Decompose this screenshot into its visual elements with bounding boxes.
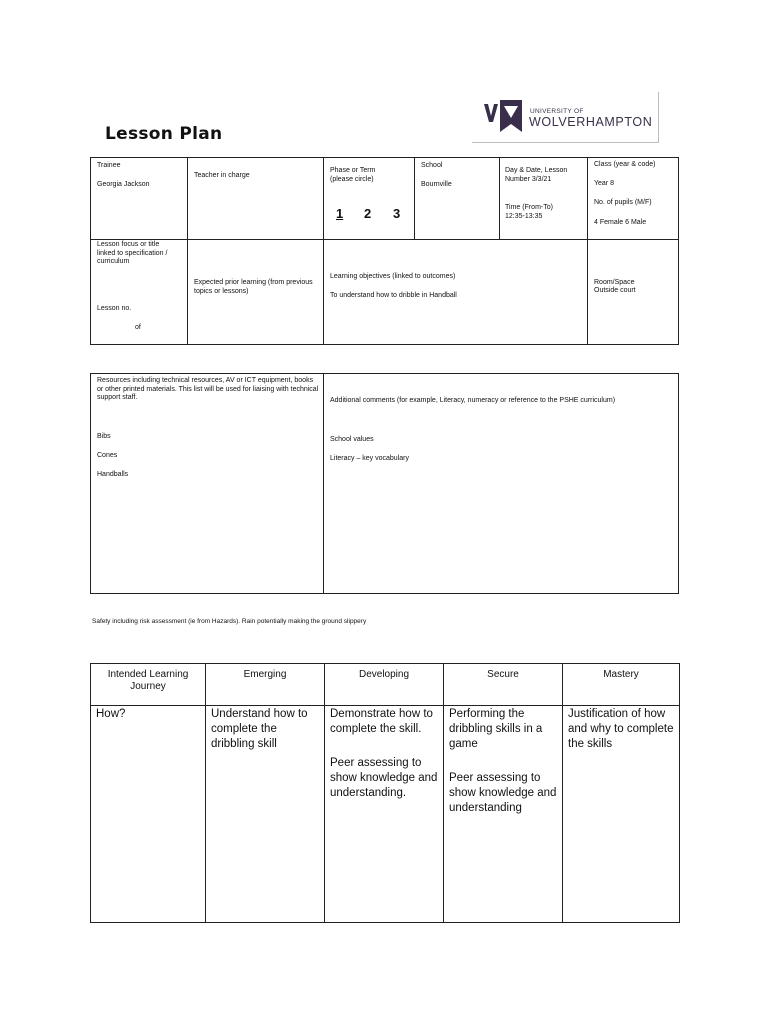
phase-option-3[interactable]: 3 <box>393 206 401 221</box>
developing-text: Demonstrate how to complete the skill. <box>330 708 433 735</box>
resources-table <box>90 373 679 594</box>
resource-item: Bibs <box>97 433 111 440</box>
header-secure: Secure <box>444 664 563 706</box>
phase-label: Phase or Term (please circle) <box>330 167 376 183</box>
top-info-table <box>90 157 679 345</box>
page-title: Lesson Plan <box>105 124 223 144</box>
emerging-text: Understand how to complete the dribbling skill <box>211 708 308 750</box>
pupils-value: 4 Female 6 Male <box>594 219 647 226</box>
time-label: Time (From-To) 12:35-13:35 <box>505 204 553 220</box>
university-logo <box>472 92 659 143</box>
class-year: Year 8 <box>594 180 614 187</box>
secure-cell <box>444 706 563 923</box>
secure-text: Peer assessing to show knowledge and understanding <box>449 772 557 814</box>
header-emerging: Emerging <box>206 664 325 706</box>
phase-option-2[interactable]: 2 <box>364 206 372 221</box>
school-value: Bournville <box>421 181 452 188</box>
header-journey: Intended Learning Journey <box>91 664 206 706</box>
header-mastery: Mastery <box>563 664 680 706</box>
university-shield-icon <box>482 98 526 134</box>
logo-line1: UNIVERSITY OF <box>530 108 584 115</box>
header-developing: Developing <box>325 664 444 706</box>
lesson-of-label: of <box>135 324 141 331</box>
resource-item: Cones <box>97 452 118 459</box>
teacher-label: Teacher in charge <box>194 172 250 179</box>
trainee-name: Georgia Jackson <box>97 181 150 188</box>
secure-text: Performing the dribbling skills in a game <box>449 708 543 750</box>
mastery-cell <box>563 706 680 923</box>
trainee-label: Trainee <box>97 162 121 169</box>
day-date-label: Day & Date, Lesson Number 3/3/21 <box>505 167 568 183</box>
objectives-value: To understand how to dribble in Handball <box>330 292 457 299</box>
lesson-no-label: Lesson no. <box>97 305 132 312</box>
room-label: Room/Space <box>594 279 635 286</box>
pupils-label: No. of pupils (M/F) <box>594 199 652 206</box>
room-value: Outside court <box>594 287 636 294</box>
prior-learning-label: Expected prior learning (from previous topics or lessons) <box>194 279 313 295</box>
literacy-label: Literacy – key vocabulary <box>330 455 409 462</box>
resources-label: Resources including technical resources, AV or ICT equipment, books or other printed materials. This list will be used for liaising with technical support staff. <box>97 377 319 402</box>
school-values-label: School values <box>330 436 374 443</box>
developing-text: Peer assessing to show knowledge and understanding. <box>330 757 438 799</box>
how-label: How? <box>91 706 206 923</box>
logo-line2: WOLVERHAMPTON <box>529 115 653 129</box>
learning-journey-table <box>90 663 680 923</box>
objectives-label: Learning objectives (linked to outcomes) <box>330 273 456 280</box>
journey-row <box>91 706 680 923</box>
phase-option-1[interactable]: 1 <box>336 206 344 221</box>
class-label: Class (year & code) <box>594 161 656 168</box>
lesson-focus-label: Lesson focus or title linked to specification / curriculum <box>97 241 168 266</box>
resource-item: Handballs <box>97 471 129 478</box>
journey-header-row <box>91 664 680 706</box>
school-label: School <box>421 162 443 169</box>
emerging-cell <box>206 706 325 923</box>
comments-label: Additional comments (for example, Literacy, numeracy or reference to the PSHE curriculum) <box>330 397 616 404</box>
developing-cell <box>325 706 444 923</box>
safety-note: Safety including risk assessment (ie from Hazards). Rain potentially making the ground slippery <box>92 618 367 625</box>
mastery-text: Justification of how and why to complete the skills <box>568 708 674 750</box>
